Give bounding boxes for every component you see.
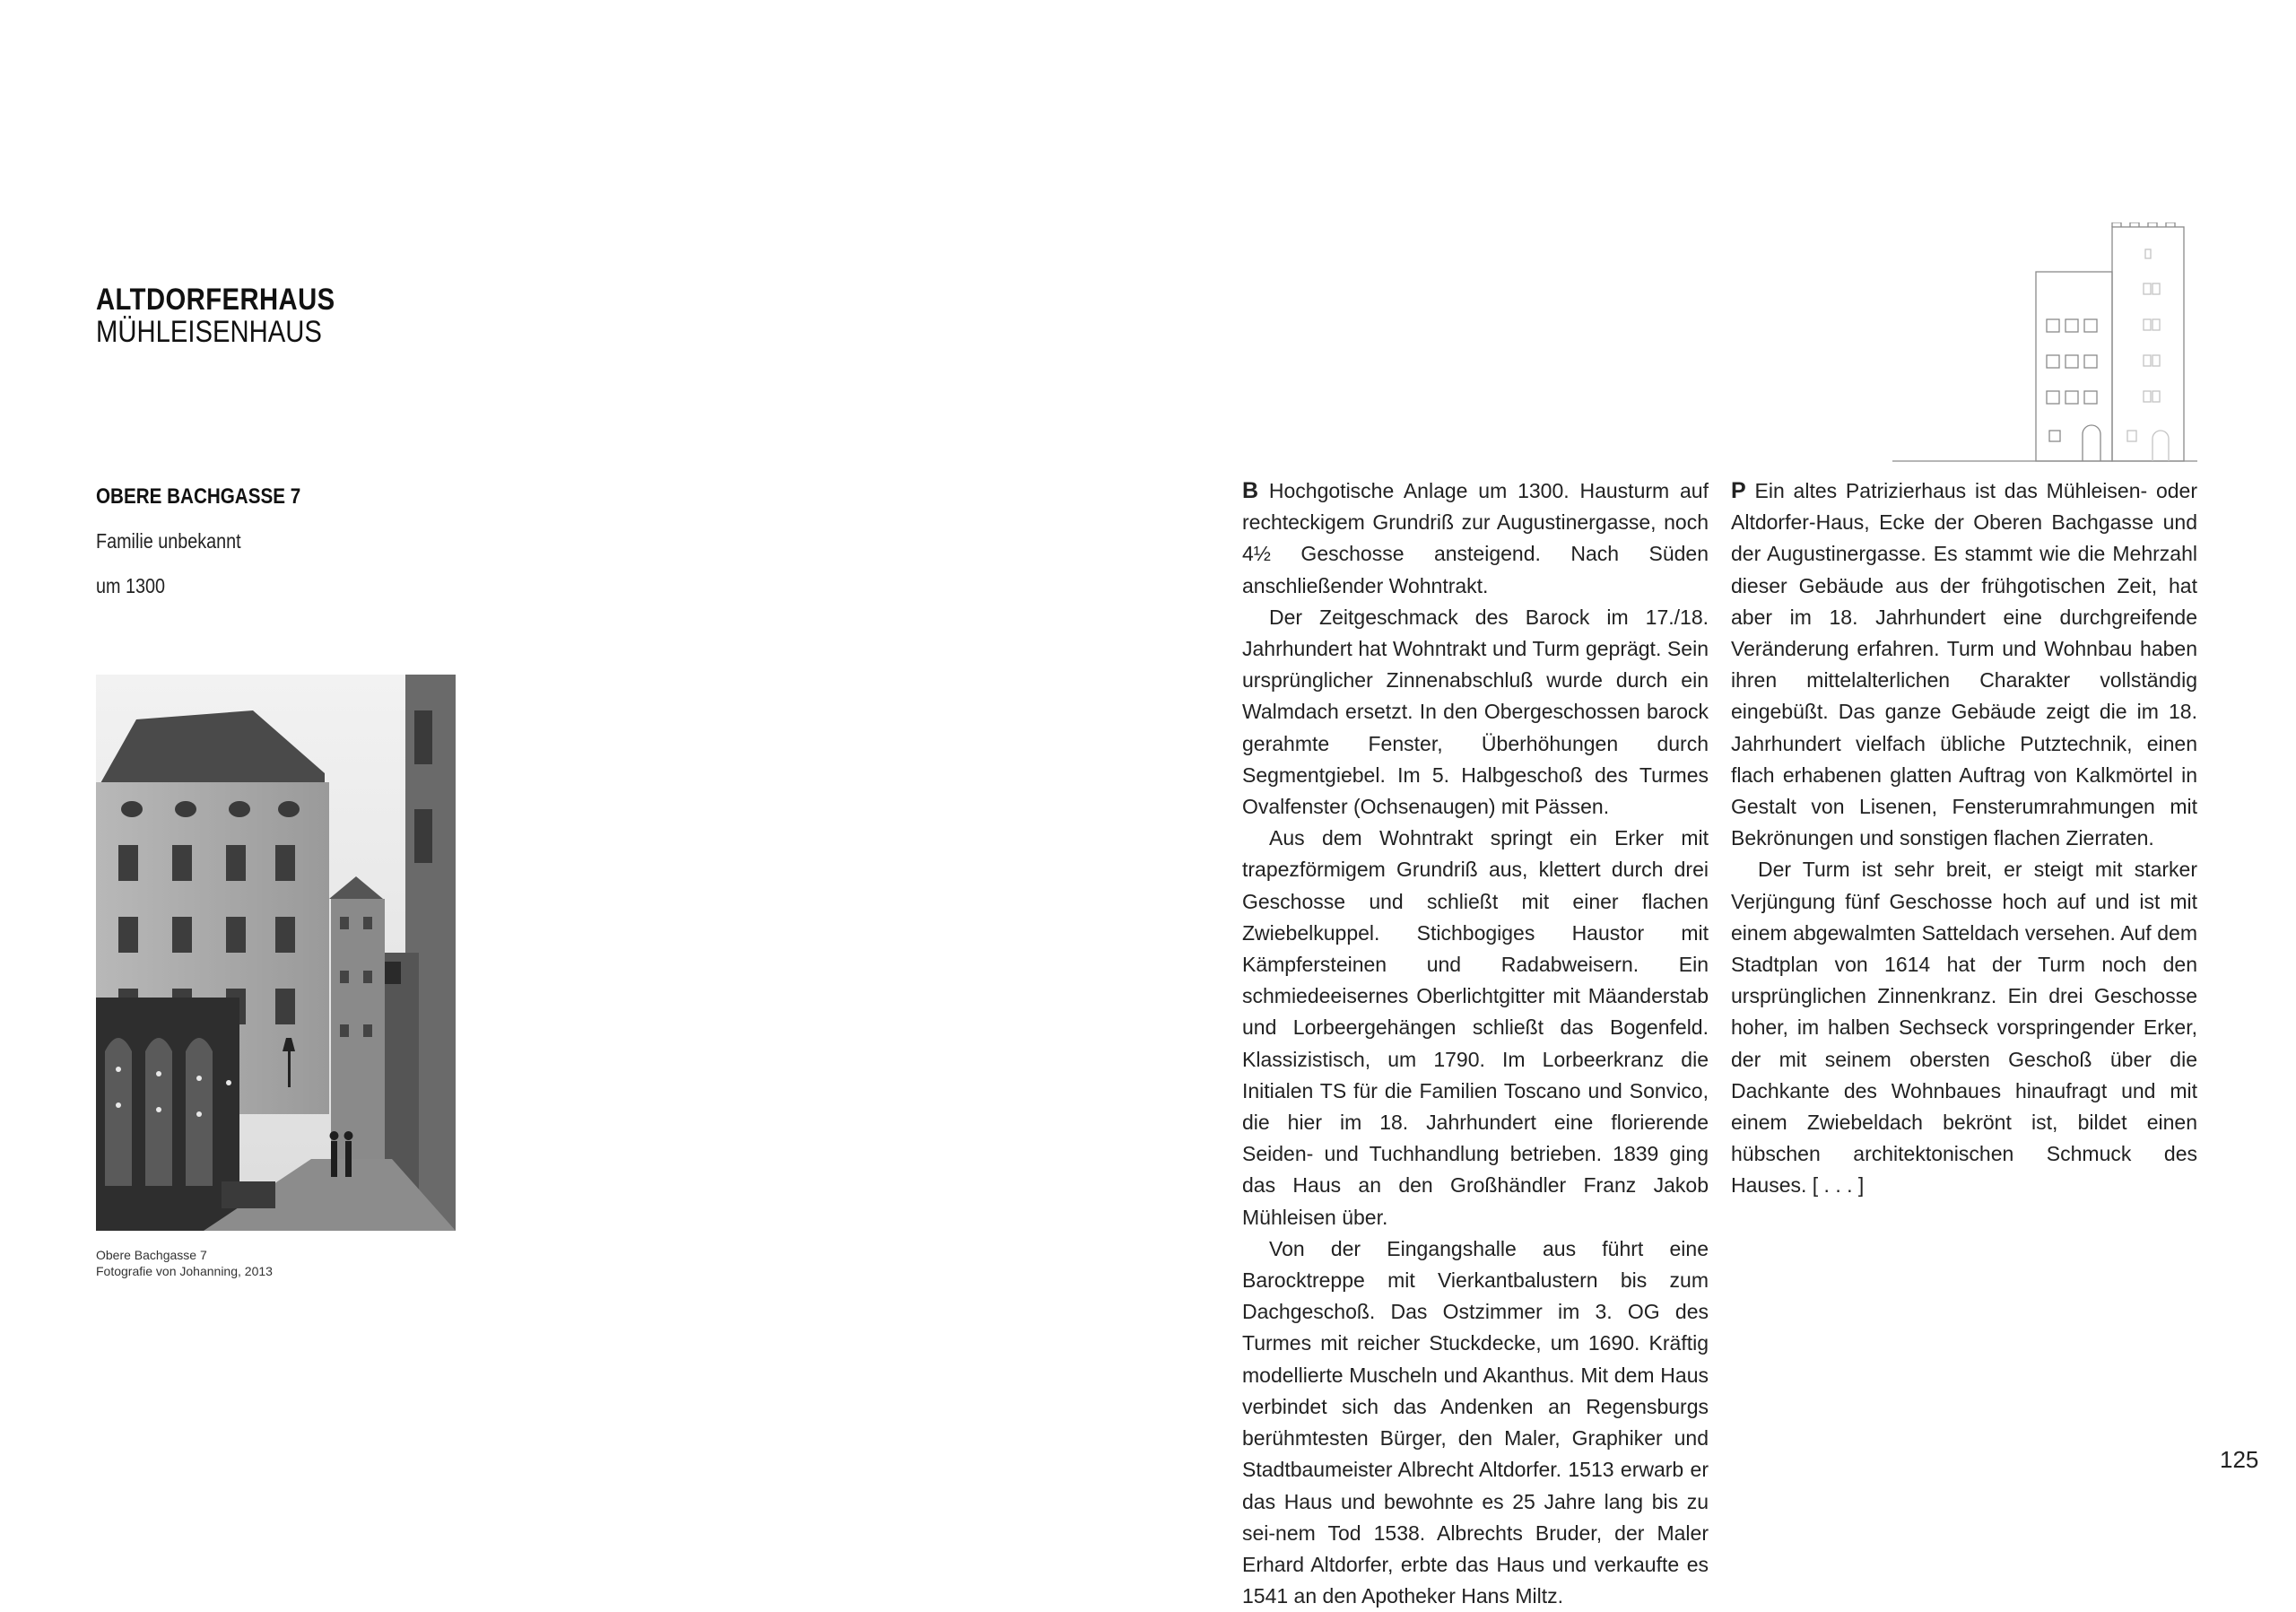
column-b-lead: B bbox=[1242, 478, 1259, 503]
page-number: 125 bbox=[2220, 1446, 2259, 1473]
column-p-paragraph-1 bbox=[1731, 475, 2197, 854]
column-b-paragraph-2: Der Zeitgeschmack des Barock im 17./18. Jahrhundert hat Wohntrakt und Turm geprägt. Sein ursprünglicher Zinnenabschluß wurde durch ein Walmdach ersetzt. In den Obergeschossen barock gerahmte Fenster, Überhöhungen durch Segmentgiebel. Im 5. Halbgeschoß des Turmes Ovalfenster (Ochsenaugen) mit Pässen. bbox=[1242, 605, 1709, 819]
page-subtitle: MÜHLEISENHAUS bbox=[96, 315, 322, 349]
owner-text: Familie unbekannt bbox=[96, 529, 241, 553]
column-p-paragraph-2: Der Turm ist sehr breit, er steigt mit starker Verjüngung fünf Geschosse hoch auf und ist mit einem abgewalmten Satteldach versehen. Auf dem Stadtplan von 1614 hat der Turm noch den ursprünglichen Zinnenkranz. Ein drei Geschosse hoher, im halben Sechseck vorspringender Erker, der mit seinem obersten Geschoß über die Dachkante des Wohnbaues hinaufragt und mit einem Zwiebeldach bekrönt ist, bildet einen hübschen architektonischen Schmuck des Hauses. [ . . . ] bbox=[1731, 858, 2197, 1198]
column-p-p1-text: Ein altes Patrizierhaus ist das Mühleisen- oder Altdorfer-Haus, Ecke der Oberen Bachgasse und der Augustinergasse. Es stammt wie die Mehrzahl dieser Gebäude aus der frühgotischen Zeit, hat aber im 18. Jahrhundert eine durchgreifende Veränderung erfahren. Turm und Wohnbau haben ihren mittelalterlichen Charakter vollständig eingebüßt. Das ganze Gebäude zeigt die im 18. Jahrhundert vielfach übliche Putztechnik, einen flach erhabenen glatten Auftrag von Kalkmörtel in Gestalt von Lisenen, Fensterumrahmungen mit Bekrönungen und sonstigen flachen Zierraten. bbox=[1731, 479, 2197, 850]
date-text: um 1300 bbox=[96, 574, 165, 597]
text-column-b bbox=[1242, 475, 1709, 1612]
column-b-paragraph-4: Von der Eingangshalle aus führt eine Barocktreppe mit Vierkantbalustern bis zum Dachgeschoß. Das Ostzimmer im 3. OG des Turmes mit reicher Stuckdecke, um 1690. Kräftig modellierte Muscheln und Akanthus. Mit dem Haus verbindet sich das Andenken an Regensburgs berühmtesten Bürger, den Maler, Graphiker und Stadtbaumeister Albrecht Altdorfer. 1513 erwarb er das Haus und bewohnte es 25 Jahre lang bis zu sei-nem Tod 1538. Albrechts Bruder, der Maler Erhard Altdorfer, erbte das Haus und verkaufte es 1541 an den Apotheker Hans Miltz. bbox=[1242, 1236, 1709, 1608]
caption-line-2: Fotografie von Johanning, 2013 bbox=[96, 1264, 273, 1278]
column-b-p1-text: Hochgotische Anlage um 1300. Hausturm auf rechteckigem Grundriß zur Augustinergasse, noch 4½ Geschosse ansteigend. Nach Süden anschließender Wohntrakt. bbox=[1242, 479, 1709, 597]
photo-caption bbox=[96, 1247, 273, 1279]
address-heading: OBERE BACHGASSE 7 bbox=[96, 484, 301, 509]
page-title: ALTDORFERHAUS bbox=[96, 283, 335, 317]
caption-line-1: Obere Bachgasse 7 bbox=[96, 1248, 207, 1262]
column-p-lead: P bbox=[1731, 478, 1746, 503]
column-b-paragraph-3: Aus dem Wohntrakt springt ein Erker mit trapezförmigem Grundriß aus, klettert durch drei Geschosse und schließt mit einer flachen Zwiebelkuppel. Stichbogiges Haustor mit Kämpfersteinen und Radabweisern. Ein schmiedeeisernes Oberlichtgitter mit Mäanderstab und Lorbeergehängen schließt das Bogenfeld. Klassizistisch, um 1790. Im Lorbeerkranz die Initialen TS für die Familien Toscano und Sonvico, die hier im 18. Jahrhundert eine florierende Seiden- und Tuchhandlung betrieben. 1839 ging das Haus an den Großhändler Franz Jakob Mühleisen über. bbox=[1242, 826, 1709, 1229]
street-photo bbox=[96, 675, 456, 1231]
text-column-p bbox=[1731, 475, 2197, 1202]
column-b-paragraph-1 bbox=[1242, 475, 1709, 602]
building-elevation-drawing bbox=[1892, 222, 2197, 465]
